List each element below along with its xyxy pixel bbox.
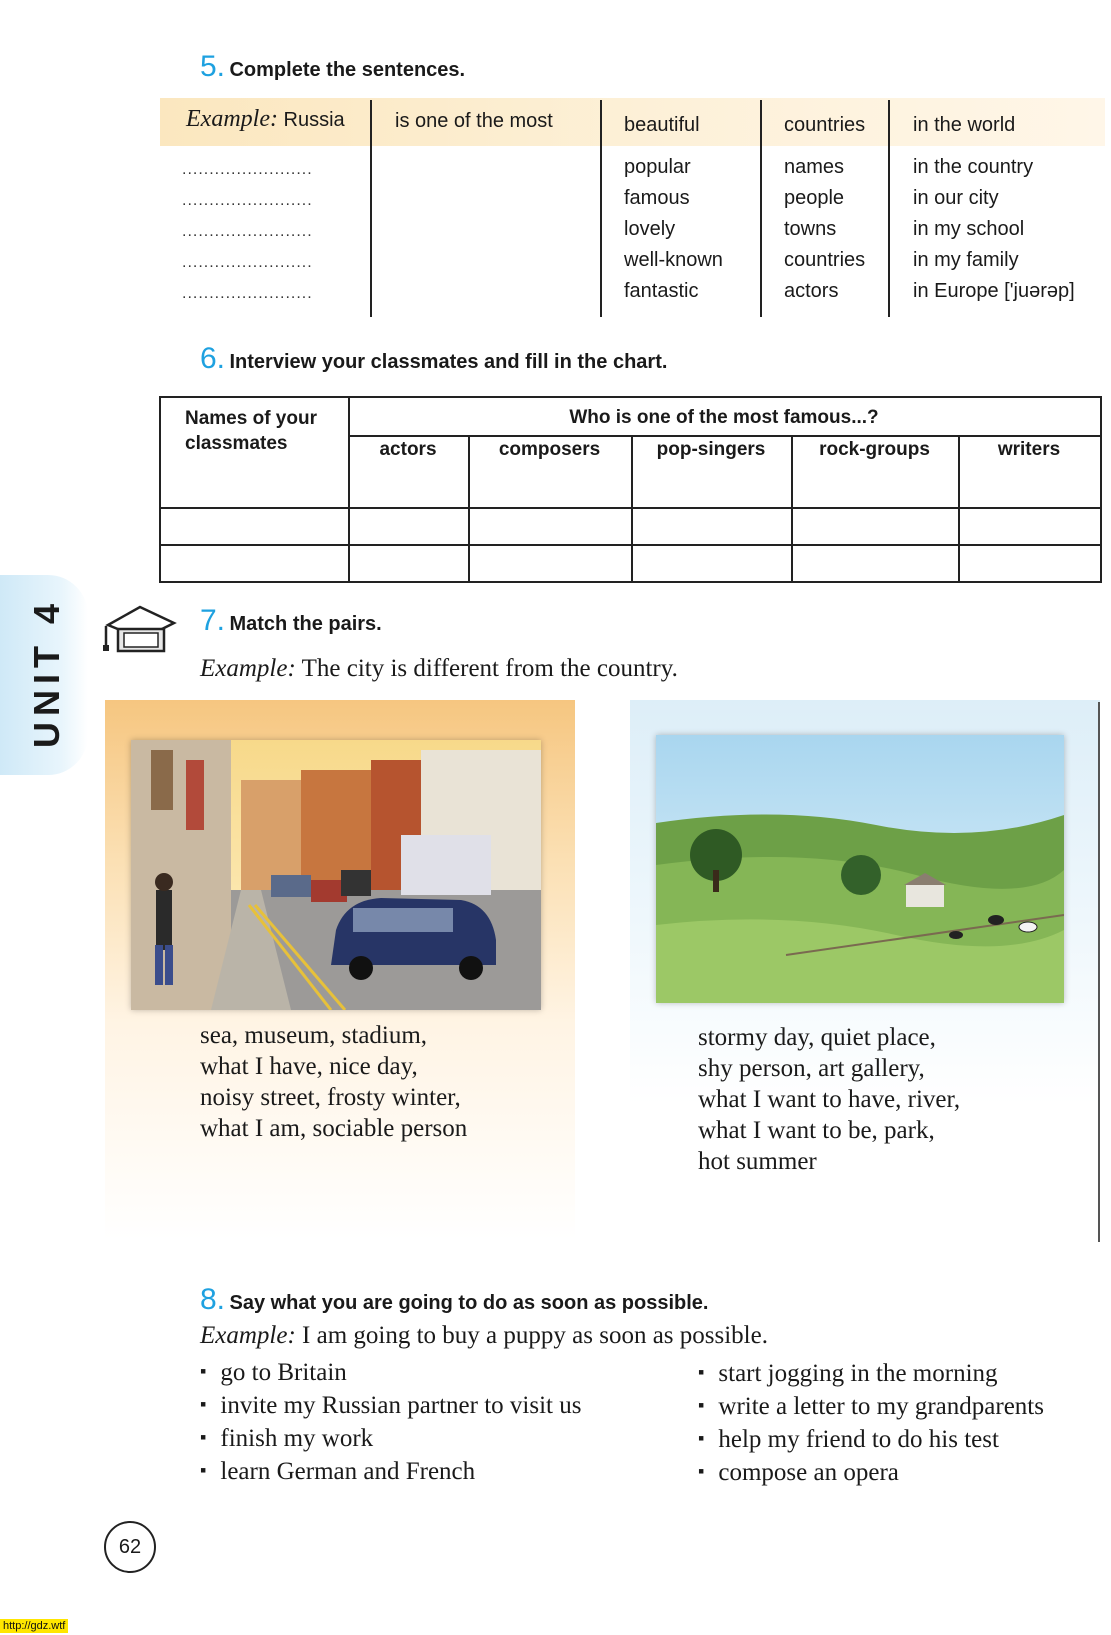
ex5-col4-item: countries	[784, 249, 866, 271]
country-words	[698, 1022, 960, 1177]
chart-col-rock-groups: rock-groups	[819, 439, 930, 460]
ex8-left-list	[200, 1357, 581, 1489]
city-words-line: what I have, nice day,	[200, 1053, 418, 1080]
chart-header-divider	[348, 435, 1100, 437]
ex5-col2-text: is one of the most	[395, 110, 553, 132]
country-words-line: shy person, art gallery,	[698, 1055, 925, 1082]
ex8-example-text: I am going to buy a puppy as soon as possible.	[302, 1322, 768, 1349]
ex5-col3-item: beautiful	[624, 114, 700, 136]
chart-names-header: Names of your classmates	[185, 408, 317, 454]
ex8-list-item: ▪ learn German and French	[200, 1456, 581, 1489]
ex8-number: 8.	[200, 1283, 226, 1316]
ex6-title: Interview your classmates and fill in the chart.	[229, 351, 668, 373]
ex7-example	[200, 655, 678, 683]
country-words-line: hot summer	[698, 1148, 817, 1175]
ex5-blank: ........................	[182, 254, 313, 271]
ex8-example-label: Example:	[200, 1322, 296, 1349]
ex5-col3	[624, 110, 723, 307]
ex7-title: Match the pairs.	[229, 613, 382, 635]
ex8-list-item: ▪ invite my Russian partner to visit us	[200, 1390, 581, 1423]
ex5-blank: ........................	[182, 192, 313, 209]
ex5-col4-item: actors	[784, 280, 839, 302]
ex8-list-item: ▪ start jogging in the morning	[698, 1358, 1044, 1391]
ex5-blank-column	[182, 154, 313, 309]
chart-row-divider	[161, 544, 1100, 546]
ex5-col4-item: people	[784, 187, 845, 209]
ex5-col4	[784, 110, 865, 307]
ex8-title: Say what you are going to do as soon as possible.	[229, 1292, 709, 1314]
homework-icon	[100, 603, 180, 660]
ex8-list-item: ▪ compose an opera	[698, 1457, 1044, 1490]
ex6-chart	[159, 396, 1102, 583]
ex8-list-item: ▪ finish my work	[200, 1423, 581, 1456]
ex5-col-divider	[370, 100, 372, 317]
ex5-col5-item: in our city	[913, 187, 999, 209]
unit-label: UNIT 4	[26, 598, 67, 749]
chart-col-pop-singers: pop-singers	[656, 439, 766, 460]
chart-col-writers: writers	[997, 439, 1061, 460]
country-words-line: stormy day, quiet place,	[698, 1024, 936, 1051]
chart-col-composers: composers	[498, 439, 601, 460]
ex5-blank: ........................	[182, 223, 313, 240]
ex5-col5-item: in the world	[913, 114, 1016, 136]
ex7-heading	[200, 604, 382, 638]
ex5-example-label: Example:	[186, 106, 278, 132]
ex8-example	[200, 1322, 768, 1350]
ex5-col5	[913, 110, 1075, 307]
ex6-number: 6.	[200, 342, 226, 375]
ex5-col5-item: in my family	[913, 249, 1019, 271]
city-street-photo	[131, 740, 541, 1010]
ex5-col5-item: in the country	[913, 156, 1034, 178]
ex5-col4-item: countries	[784, 114, 866, 136]
page-number: 62	[104, 1521, 156, 1573]
city-words	[200, 1020, 467, 1144]
ex5-col3-item: fantastic	[624, 280, 699, 302]
ex5-col4-item: towns	[784, 218, 837, 240]
ex5-col-divider	[888, 100, 890, 317]
city-words-line: noisy street, frosty winter,	[200, 1084, 461, 1111]
ex5-blank: ........................	[182, 285, 313, 302]
ex5-col-divider	[600, 100, 602, 317]
countryside-photo	[656, 735, 1064, 1003]
chart-col-actors: actors	[379, 439, 437, 460]
ex5-blank: ........................	[182, 161, 313, 178]
ex5-heading	[200, 50, 465, 84]
ex5-col5-item: in my school	[913, 218, 1025, 240]
ex5-col3-item: well-known	[624, 249, 723, 271]
ex8-heading	[200, 1283, 708, 1317]
ex5-title: Complete the sentences.	[229, 59, 466, 81]
ex5-col3-item: famous	[624, 187, 690, 209]
ex7-example-label: Example:	[200, 655, 296, 682]
country-words-line: what I want to have, river,	[698, 1086, 961, 1113]
ex8-list-item: ▪ help my friend to do his test	[698, 1424, 1044, 1457]
ex5-col3-item: popular	[624, 156, 691, 178]
ex5-example-word: Russia	[283, 109, 345, 131]
city-words-line: sea, museum, stadium,	[200, 1022, 428, 1049]
ex5-col5-item: in Europe ['juərəp]	[913, 280, 1075, 302]
chart-row-divider	[161, 507, 1100, 509]
ex5-number: 5.	[200, 50, 226, 83]
ex7-number: 7.	[200, 604, 226, 637]
chart-group-header: Who is one of the most famous...?	[569, 407, 879, 428]
country-words-line: what I want to be, park,	[698, 1117, 935, 1144]
ex5-col-divider	[760, 100, 762, 317]
ex8-list-item: ▪ go to Britain	[200, 1357, 581, 1390]
city-words-line: what I am, sociable person	[200, 1115, 468, 1142]
ex7-example-text: The city is different from the country.	[301, 655, 678, 682]
ex5-example-cell	[186, 106, 345, 133]
ex8-right-list	[698, 1358, 1044, 1490]
ex6-heading	[200, 342, 667, 376]
panel-rule	[1098, 702, 1100, 1242]
ex5-col4-item: names	[784, 156, 845, 178]
ex8-list-item: ▪ write a letter to my grandparents	[698, 1391, 1044, 1424]
ex5-col3-item: lovely	[624, 218, 676, 240]
site-watermark[interactable]: http://gdz.wtf	[0, 1619, 68, 1633]
